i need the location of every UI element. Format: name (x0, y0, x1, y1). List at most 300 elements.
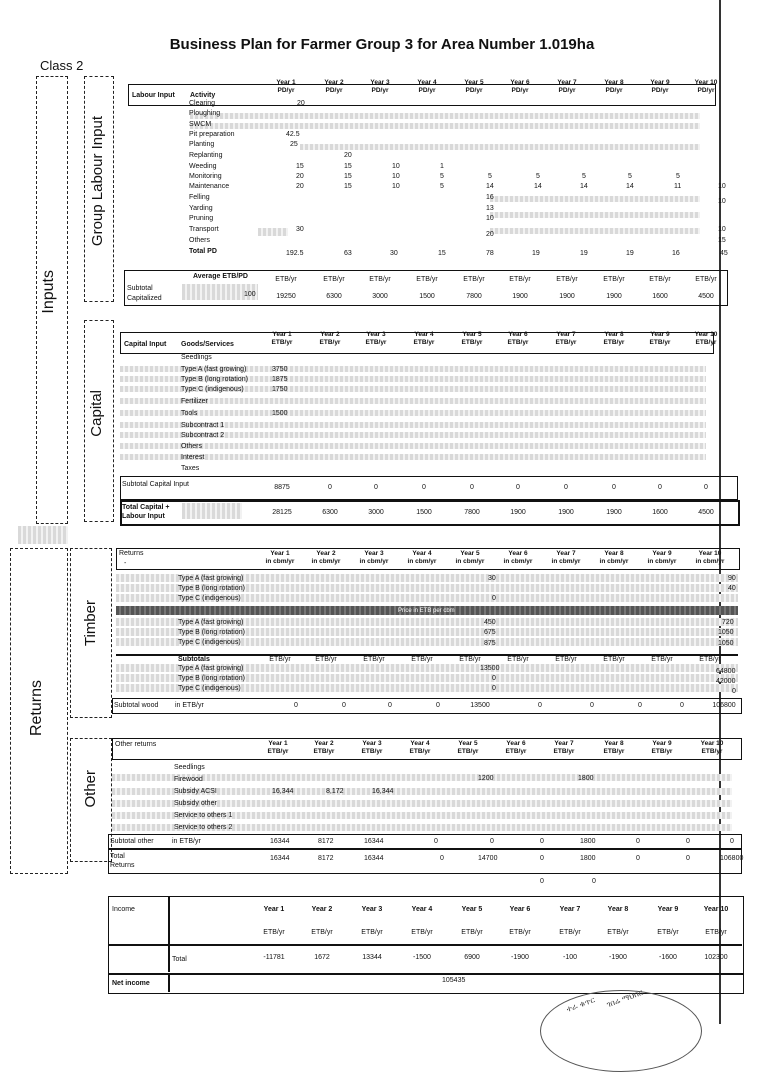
sub-a-y10: 64800 (716, 668, 736, 675)
other-item-label: Subsidy ACSI (174, 788, 217, 795)
header-year: Year 7 (554, 740, 574, 747)
labour-year-header (638, 79, 682, 95)
other-subtotal-value: 0 (490, 838, 494, 845)
hatch-row (300, 144, 700, 150)
header-year: Year 2 (316, 550, 336, 557)
capital-year-header (450, 331, 494, 347)
timber-year-header (304, 550, 348, 566)
capital-total-value: 1600 (652, 509, 668, 516)
labour-subtotal-value: 4500 (698, 293, 714, 300)
other-section-label: Other (82, 770, 99, 808)
labour-year-header (312, 79, 356, 95)
total-returns-value: 14700 (478, 855, 498, 862)
capital-input-label: Capital Input (124, 341, 167, 348)
activity-label: Activity (190, 92, 216, 99)
other-item-label: Service to others 2 (174, 824, 233, 831)
total-returns-value: 16344 (364, 855, 384, 862)
other-returns-label: Other returns (115, 741, 157, 748)
activity-row-label: Replanting (189, 152, 223, 159)
header-unit: ETB/yr (507, 339, 529, 346)
volume-row-label: Type C (indigenous) (178, 595, 241, 602)
other-year-header (446, 740, 490, 756)
hatch-row (120, 410, 706, 416)
capital-total-value: 4500 (698, 509, 714, 516)
header-unit: PD/yr (418, 87, 436, 94)
header-year: Year 2 (320, 331, 340, 338)
other-year-header (350, 740, 394, 756)
labour-subtotal-value: 19250 (276, 293, 296, 300)
header-year: Year 8 (604, 740, 624, 747)
header-year: Year 3 (364, 550, 384, 557)
income-unit-label: ETB/yr (263, 929, 285, 936)
header-year: Year 2 (324, 79, 344, 86)
stamp-text-2: ገበሬ ማህበር (605, 987, 645, 1010)
header-year: Year 4 (410, 740, 430, 747)
group-labour-section-label: Group Labour Input (89, 116, 106, 247)
pruning-value: 10 (718, 226, 726, 233)
other-item-label: Seedlings (174, 764, 205, 771)
income-divider (168, 896, 170, 972)
header-year: Year 9 (652, 550, 672, 557)
capital-year-header (260, 331, 304, 347)
etb-unit-label: ETB/yr (649, 276, 671, 283)
total-pd-value: 19 (626, 250, 634, 257)
etb-unit-label: ETB/yr (695, 276, 717, 283)
other-year-header (592, 740, 636, 756)
header-unit: in cbm/yr (265, 558, 295, 565)
activity-row-label: Monitoring (189, 173, 222, 180)
avg-etb-label: Average ETB/PD (193, 273, 248, 280)
capital-item-label: Type A (fast growing) (181, 366, 247, 373)
header-unit: ETB/yr (313, 748, 335, 755)
income-total-value: 102300 (704, 954, 728, 961)
capital-item-label: Others (181, 443, 203, 450)
timber-section-label: Timber (82, 600, 99, 647)
net-income-value: 105435 (442, 977, 466, 984)
other-item-label: Firewood (174, 776, 203, 783)
total-returns-value: 8172 (318, 855, 334, 862)
header-unit: ETB/yr (651, 748, 673, 755)
maintenance-value: 14 (626, 183, 634, 190)
header-year: Year 3 (370, 79, 390, 86)
other-year-header (494, 740, 538, 756)
other-year-header (302, 740, 346, 756)
header-unit: ETB/yr (267, 748, 289, 755)
capital-item-label: Type B (long rotation) (181, 376, 248, 383)
weeding-value: 1 (440, 163, 444, 170)
labour-input-label: Labour Input (132, 92, 175, 99)
monitoring-value: 5 (488, 173, 492, 180)
header-unit: ETB/yr (695, 339, 717, 346)
etb-unit-label: ETB/yr (323, 276, 345, 283)
labour-year-header (452, 79, 496, 95)
header-year: Year 4 (412, 550, 432, 557)
capital-year-header (638, 331, 682, 347)
transport-value: 15 (718, 237, 726, 244)
capital-item-label: Fertilizer (181, 398, 208, 405)
total-pd-value: 192.5 (286, 250, 304, 257)
maintenance-value: 10 (718, 183, 726, 190)
other-subtotal-value: 0 (686, 838, 690, 845)
income-total-value: -100 (562, 954, 577, 961)
subsidy-acsi-value: 16,344 (372, 788, 394, 795)
income-total-value: -1500 (413, 954, 431, 961)
header-year: Year 8 (604, 331, 624, 338)
header-year: Year 4 (417, 79, 437, 86)
firewood-y7: 1800 (578, 775, 594, 782)
capital-item-label: Interest (181, 454, 205, 461)
activity-row-label: Ploughing (189, 110, 221, 117)
total-pd-value: 63 (344, 250, 352, 257)
capital-item-label: Tools (181, 410, 198, 417)
monitoring-value: 15 (344, 173, 352, 180)
pruning-value: 10 (486, 215, 494, 222)
header-unit: in cbm/yr (455, 558, 485, 565)
capital-subtotal-value: 0 (374, 484, 378, 491)
price-c-y10: 1050 (718, 640, 734, 647)
returns-col-label: Returns (119, 550, 144, 557)
header-year: Year 1 (276, 79, 296, 86)
hatch-row (190, 113, 700, 119)
header-unit: PD/yr (605, 87, 623, 94)
price-row-label: Type A (fast growing) (178, 619, 244, 626)
labour-subtotal-value: 1600 (652, 293, 668, 300)
capital-total-value: 28125 (272, 509, 292, 516)
monitoring-value: 5 (440, 173, 444, 180)
subtotal-wood-unit: in ETB/yr (175, 702, 204, 709)
capital-year-header (496, 331, 540, 347)
header-year: Year 4 (414, 331, 434, 338)
labour-year-header (545, 79, 589, 95)
labour-subtotal-value: 1900 (606, 293, 622, 300)
income-year-header: Year 10 (703, 906, 729, 913)
timber-year-header (640, 550, 684, 566)
goods-services-label: Goods/Services (181, 341, 234, 348)
subtotal-row-label: Type B (long rotation) (178, 675, 245, 682)
capital-year-header (402, 331, 446, 347)
header-year: Year 10 (694, 79, 718, 86)
labour-subtotal-label: Subtotal (127, 285, 153, 292)
income-unit-label: ETB/yr (311, 929, 333, 936)
total-pd-value: 45 (720, 250, 728, 257)
price-c-y5: 875 (484, 640, 496, 647)
other-year-header (256, 740, 300, 756)
cap-type-b-value: 1875 (272, 376, 288, 383)
capital-subtotal-value: 0 (328, 484, 332, 491)
income-total-value: 13344 (362, 954, 382, 961)
income-unit-label: ETB/yr (361, 929, 383, 936)
etb-unit-label: ETB/yr (363, 656, 385, 663)
weeding-value: 15 (344, 163, 352, 170)
header-year: Year 10 (698, 550, 722, 557)
maintenance-value: 14 (486, 183, 494, 190)
etb-unit-label: ETB/yr (463, 276, 485, 283)
class-label: Class 2 (40, 58, 84, 73)
other-subtotal-value: 8172 (318, 838, 334, 845)
monitoring-value: 20 (296, 173, 304, 180)
subtotals-label: Subtotals (178, 656, 210, 663)
income-year-header: Year 2 (311, 906, 333, 913)
capital-total-value: 1900 (606, 509, 622, 516)
labour-subtotal-value: 1500 (419, 293, 435, 300)
capitalized-label: Capitalized (127, 295, 162, 302)
total-pd-value: 16 (672, 250, 680, 257)
labour-subtotal-value: 7800 (466, 293, 482, 300)
returns-section-label: Returns (28, 680, 45, 737)
below-zero-1: 0 (540, 878, 544, 885)
etb-unit-label: ETB/yr (651, 656, 673, 663)
maintenance-value: 11 (674, 183, 682, 190)
income-total-label: Total (172, 956, 187, 963)
volume-row-label: Type A (fast growing) (178, 575, 244, 582)
other-year-header (398, 740, 442, 756)
header-unit: ETB/yr (553, 748, 575, 755)
header-unit: ETB/yr (649, 339, 671, 346)
price-band-label: Price in ETB per cbm (398, 608, 455, 614)
vol-b-y10: 40 (728, 585, 736, 592)
subtotal-row-label: Type C (indigenous) (178, 685, 241, 692)
hatch-row (120, 443, 706, 449)
page-title: Business Plan for Farmer Group 3 for Area Number 1.019ha (169, 36, 595, 53)
header-year: Year 6 (510, 79, 530, 86)
header-unit: PD/yr (325, 87, 343, 94)
header-unit: ETB/yr (365, 339, 387, 346)
felling-value: 16 (486, 194, 494, 201)
timber-year-header (592, 550, 636, 566)
hatch-row (490, 196, 700, 202)
labour-year-header (684, 79, 728, 95)
activity-row-label: Pruning (189, 215, 214, 222)
etb-unit-label: ETB/yr (507, 656, 529, 663)
felling-value: 10 (718, 198, 726, 205)
income-year-header: Year 1 (263, 906, 285, 913)
avg-value: 100 (244, 291, 256, 298)
total-returns-value: 0 (636, 855, 640, 862)
price-row-label: Type B (long rotation) (178, 629, 245, 636)
timber-year-header (352, 550, 396, 566)
other-subtotal-value: 16344 (270, 838, 290, 845)
labour-year-header (498, 79, 542, 95)
sub-c-y5: 0 (492, 685, 496, 692)
capital-total-label (122, 503, 180, 521)
timber-year-header (448, 550, 492, 566)
header-unit: in cbm/yr (359, 558, 389, 565)
labour-subtotal-value: 1900 (512, 293, 528, 300)
etb-unit-label: ETB/yr (699, 656, 721, 663)
header-year: Year 8 (604, 550, 624, 557)
header-year: Year 5 (464, 79, 484, 86)
maintenance-value: 20 (296, 183, 304, 190)
net-income-box (108, 974, 744, 994)
labour-year-header (264, 79, 308, 95)
total-pd-value: 19 (580, 250, 588, 257)
etb-unit-label: ETB/yr (603, 656, 625, 663)
other-subtotal-value: 1800 (580, 838, 596, 845)
income-year-header: Year 4 (411, 906, 433, 913)
header-unit: in cbm/yr (599, 558, 629, 565)
header-unit: ETB/yr (319, 339, 341, 346)
vol-c-y5: 0 (492, 595, 496, 602)
income-unit-label: ETB/yr (559, 929, 581, 936)
activity-row-label: Felling (189, 194, 210, 201)
hatch-row (490, 228, 700, 234)
activity-row-label: Pit preparation (189, 131, 235, 138)
income-total-value: 1672 (314, 954, 330, 961)
header-unit: ETB/yr (701, 748, 723, 755)
subsidy-acsi-value: 8,172 (326, 788, 344, 795)
labour-subtotal-value: 1900 (559, 293, 575, 300)
income-unit-label: ETB/yr (607, 929, 629, 936)
capital-total-value: 1500 (416, 509, 432, 516)
volume-row-label: Type B (long rotation) (178, 585, 245, 592)
maintenance-value: 15 (344, 183, 352, 190)
etb-unit-label: ETB/yr (459, 656, 481, 663)
capital-subtotal-text: Subtotal Capital Input (122, 481, 189, 488)
price-b-y10: 1050 (718, 629, 734, 636)
below-zero-2: 0 (592, 878, 596, 885)
vol-a-y10: 90 (728, 575, 736, 582)
etb-unit-label: ETB/yr (269, 656, 291, 663)
other-year-header (640, 740, 684, 756)
etb-unit-label: ETB/yr (555, 656, 577, 663)
capital-subtotal-value: 0 (704, 484, 708, 491)
hatch-row (120, 454, 706, 460)
cap-type-c-value: 1750 (272, 386, 288, 393)
planting-value: 25 (290, 141, 298, 148)
wood-subtotal-value: 0 (436, 702, 440, 709)
cap-tools-value: 1500 (272, 410, 288, 417)
header-unit: ETB/yr (461, 339, 483, 346)
timber-year-header (258, 550, 302, 566)
total-pd-value: 78 (486, 250, 494, 257)
total-pd-value: 19 (532, 250, 540, 257)
capital-item-label: Subcontract 2 (181, 432, 225, 439)
etb-unit-label: ETB/yr (603, 276, 625, 283)
header-year: Year 6 (508, 331, 528, 338)
income-year-header: Year 8 (607, 906, 629, 913)
capital-year-header (592, 331, 636, 347)
header-year: Year 2 (314, 740, 334, 747)
income-total-value: -1600 (659, 954, 677, 961)
hatch-cell (258, 228, 288, 236)
header-unit: ETB/yr (505, 748, 527, 755)
monitoring-value: 5 (582, 173, 586, 180)
total-returns-value: 0 (440, 855, 444, 862)
total-pd-value: 15 (438, 250, 446, 257)
etb-unit-label: ETB/yr (416, 276, 438, 283)
header-unit: in cbm/yr (695, 558, 725, 565)
header-unit: PD/yr (277, 87, 295, 94)
income-unit-label: ETB/yr (705, 929, 727, 936)
activity-row-label: Others (189, 237, 211, 244)
subtotal-other-unit: in ETB/yr (172, 838, 201, 845)
other-subtotal-value: 0 (636, 838, 640, 845)
income-total-value: -1900 (511, 954, 529, 961)
wood-subtotal-value: 0 (680, 702, 684, 709)
header-unit: ETB/yr (361, 748, 383, 755)
activity-row-label: Total PD (189, 248, 217, 255)
header-year: Year 10 (694, 331, 718, 338)
header-unit: in cbm/yr (647, 558, 677, 565)
stamp-text-1: ተራ ቁጥር (565, 995, 597, 1014)
capital-subtotal-value: 0 (564, 484, 568, 491)
yarding-value: 13 (486, 205, 494, 212)
capital-total-value: 3000 (368, 509, 384, 516)
other-year-header (690, 740, 734, 756)
sub-c-y10: 0 (732, 688, 736, 695)
capital-total-value: 7800 (464, 509, 480, 516)
hatch-row (490, 212, 700, 218)
capital-subtotal-value: 0 (612, 484, 616, 491)
labour-year-header (358, 79, 402, 95)
header-unit: in cbm/yr (551, 558, 581, 565)
header-year: Year 1 (272, 331, 292, 338)
income-year-header: Year 3 (361, 906, 383, 913)
total-returns-value: 1800 (580, 855, 596, 862)
header-year: Year 7 (556, 550, 576, 557)
activity-row-label: Maintenance (189, 183, 230, 190)
transport-value: 30 (296, 226, 304, 233)
other-item-label: Subsidy other (174, 800, 217, 807)
net-income-label: Net income (112, 980, 150, 987)
sub-b-y10: 42000 (716, 678, 736, 685)
activity-row-label: Transport (189, 226, 219, 233)
header-year: Year 5 (460, 550, 480, 557)
wood-subtotal-value: 106800 (712, 702, 736, 709)
wood-subtotal-value: 0 (590, 702, 594, 709)
capital-subtotal-value: 8875 (274, 484, 290, 491)
header-year: Year 5 (462, 331, 482, 338)
income-unit-label: ETB/yr (509, 929, 531, 936)
header-unit: ETB/yr (555, 339, 577, 346)
header-unit: PD/yr (651, 87, 669, 94)
total-pd-value: 30 (390, 250, 398, 257)
header-unit: ETB/yr (271, 339, 293, 346)
header-year: Year 3 (362, 740, 382, 747)
etb-unit-label: ETB/yr (411, 656, 433, 663)
header-unit: ETB/yr (457, 748, 479, 755)
pit-value: 42.5 (286, 131, 300, 138)
header-unit: PD/yr (697, 87, 715, 94)
etb-unit-label: ETB/yr (315, 656, 337, 663)
capital-subtotal-value: 0 (516, 484, 520, 491)
wood-subtotal-value: 13500 (470, 702, 490, 709)
header-unit: PD/yr (558, 87, 576, 94)
timber-year-header (496, 550, 540, 566)
capital-subtotal-label (122, 480, 192, 489)
vol-a-y5: 30 (488, 575, 496, 582)
income-mid-line (108, 944, 742, 946)
other-year-header (542, 740, 586, 756)
income-unit-label: ETB/yr (461, 929, 483, 936)
cap-type-a-value: 3750 (272, 366, 288, 373)
header-unit: in cbm/yr (311, 558, 341, 565)
capital-subtotal-value: 0 (470, 484, 474, 491)
header-year: Year 9 (652, 740, 672, 747)
header-unit: ETB/yr (413, 339, 435, 346)
income-unit-label: ETB/yr (411, 929, 433, 936)
price-b-y5: 675 (484, 629, 496, 636)
capital-year-header (354, 331, 398, 347)
monitoring-value: 10 (392, 173, 400, 180)
income-total-value: 6900 (464, 954, 480, 961)
capital-year-header (544, 331, 588, 347)
header-year: Year 5 (458, 740, 478, 747)
activity-row-label: Weeding (189, 163, 217, 170)
separator-hatch (18, 526, 68, 544)
total-returns-value: 0 (686, 855, 690, 862)
subtotal-other-label: Subtotal other (110, 838, 154, 845)
